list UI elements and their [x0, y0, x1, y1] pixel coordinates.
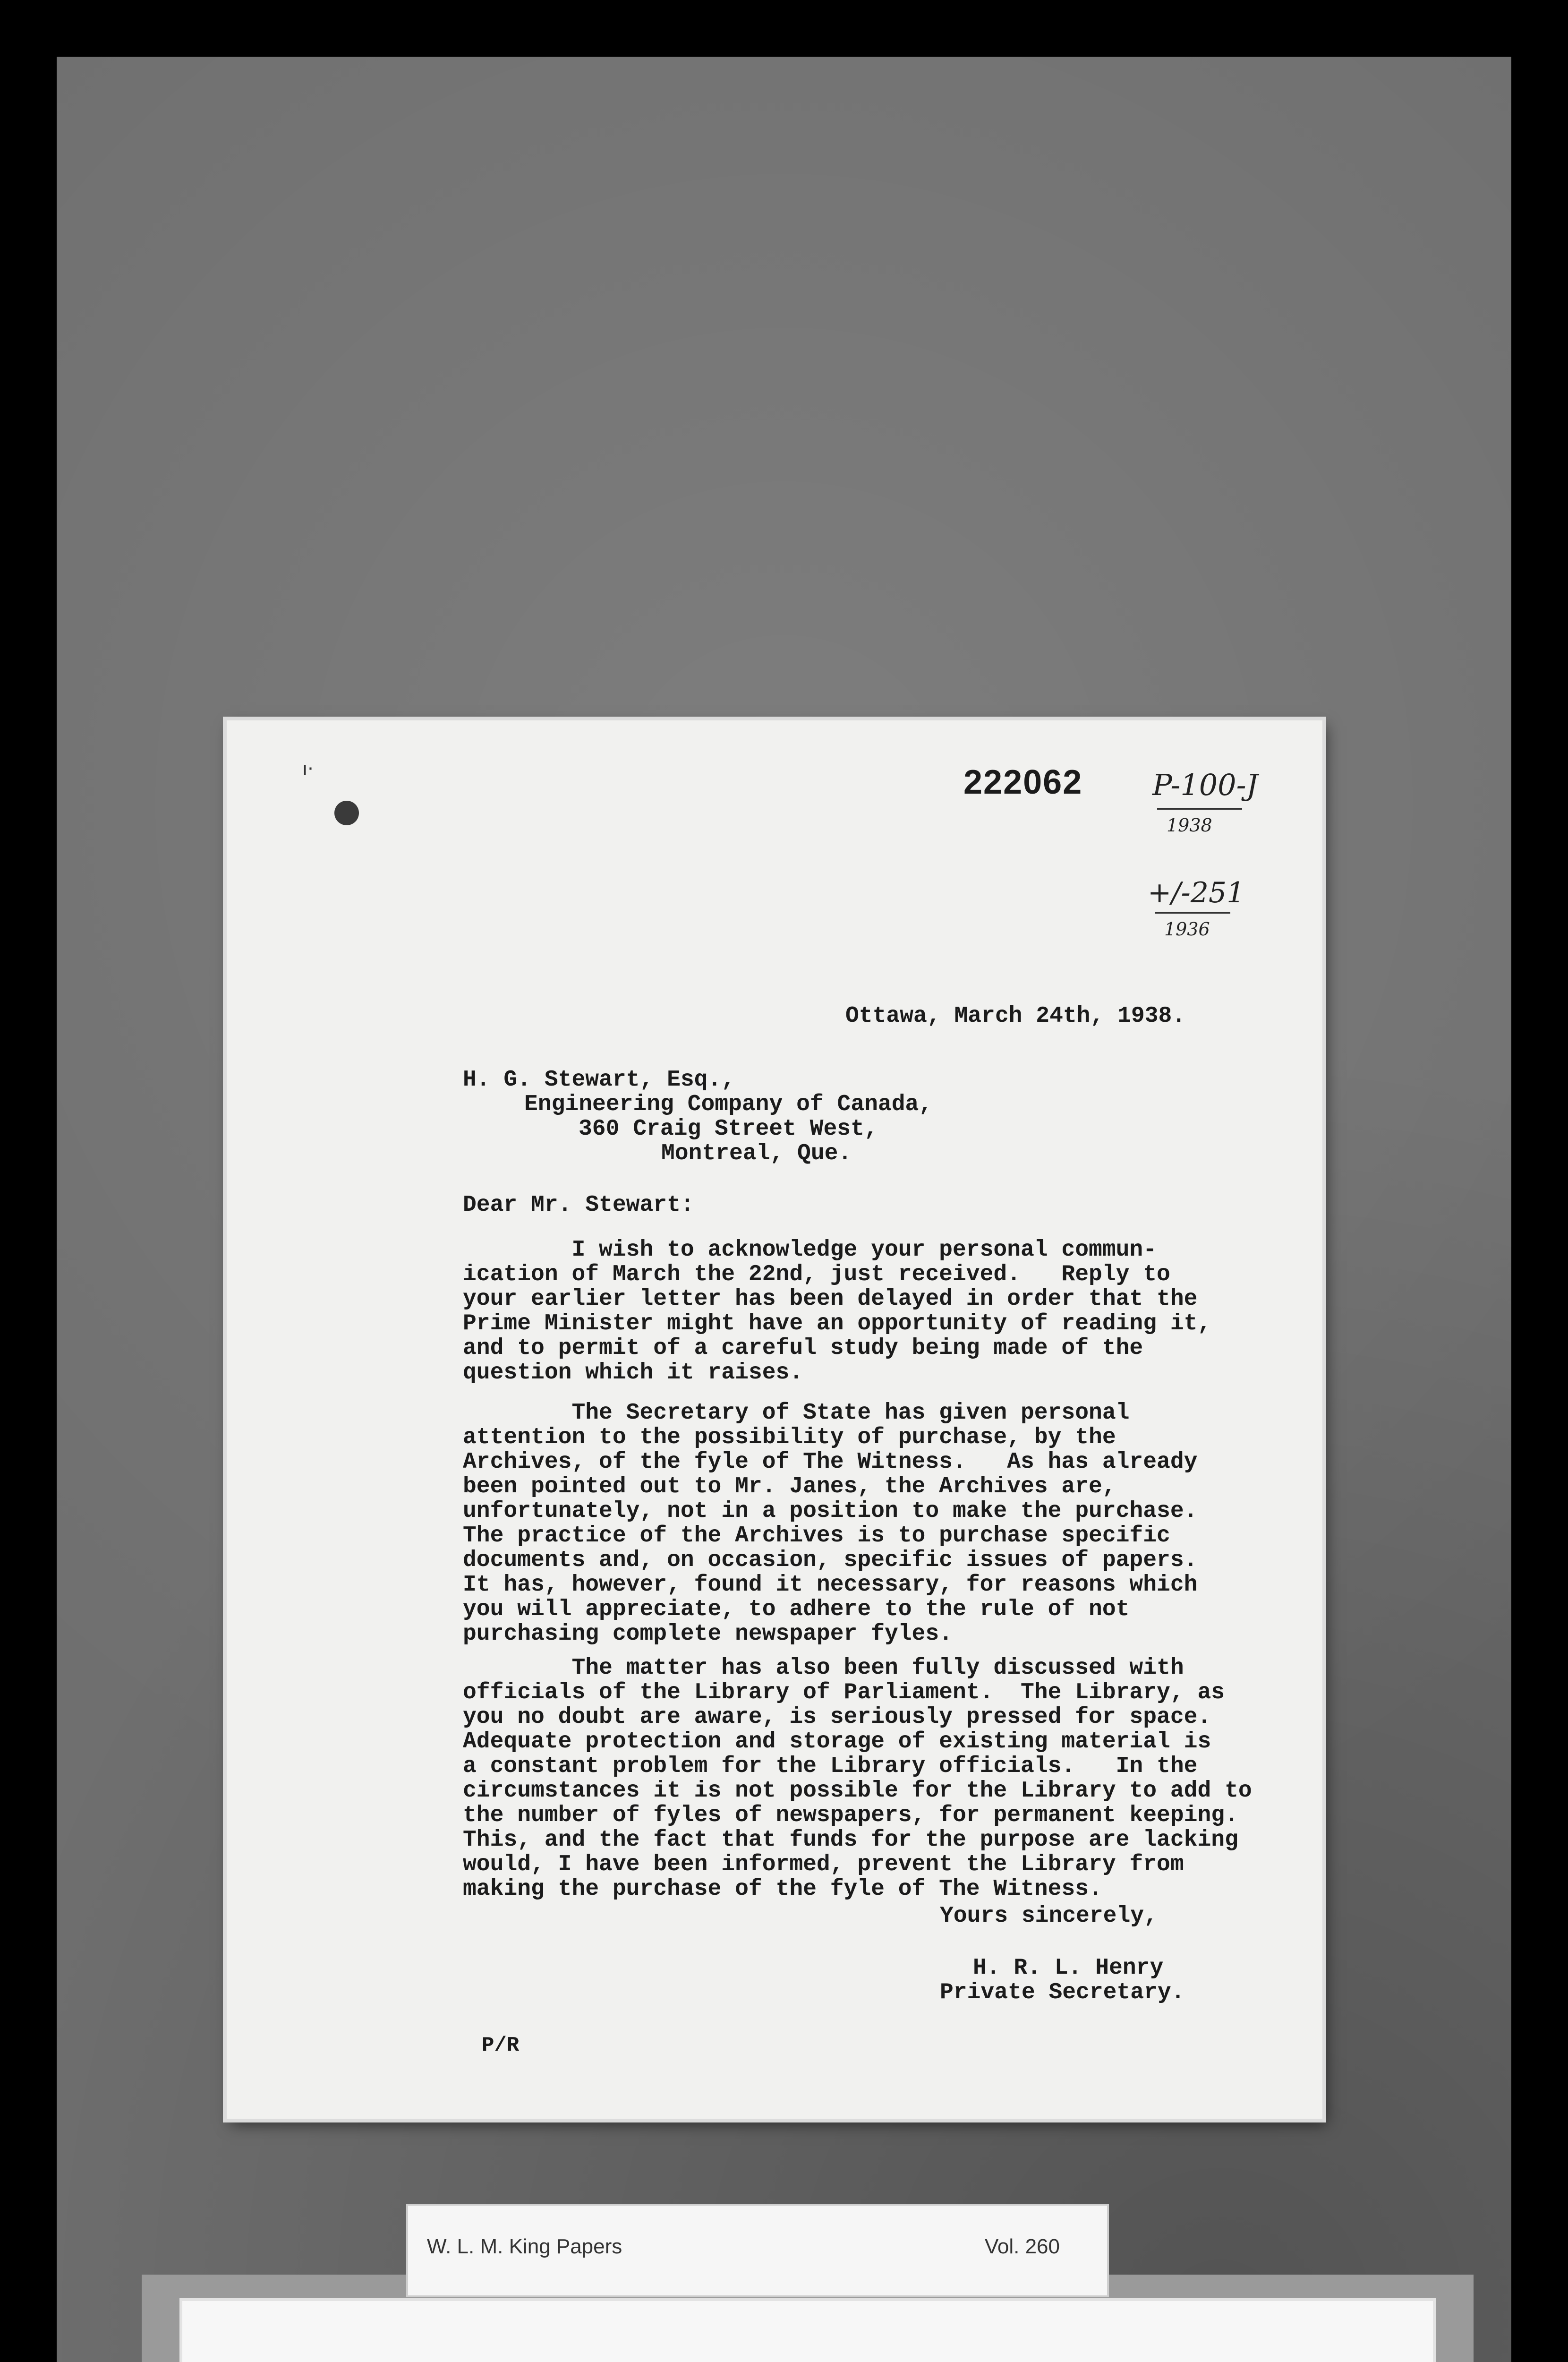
signature-name: H. R. L. Henry: [973, 1955, 1164, 1981]
salutation: Dear Mr. Stewart:: [463, 1192, 694, 1218]
handwritten-year-2: 1936: [1164, 919, 1210, 940]
address-line: H. G. Stewart, Esq.,: [463, 1067, 735, 1093]
reference-initials: P/R: [482, 2034, 520, 2057]
letter-date: Ottawa, March 24th, 1938.: [845, 1003, 1186, 1029]
closing: Yours sincerely,: [940, 1903, 1158, 1929]
corner-mark: ı·: [302, 758, 314, 780]
handwritten-file-code: P-100-J: [1152, 768, 1258, 802]
handwritten-file-code-2: +/-251: [1148, 876, 1245, 909]
address-line: Engineering Company of Canada,: [524, 1092, 933, 1117]
address-line: 360 Craig Street West,: [579, 1116, 878, 1142]
annotation-rule: [1155, 912, 1230, 914]
collection-label: [406, 2204, 1109, 2297]
handwritten-year: 1938: [1167, 815, 1212, 836]
paragraph-3: The matter has also been fully discussed with officials of the Library of Parliament. The Library, as you no doubt are aware, is seriously pressed for space. Adequate protection and storage of existing material is a constant problem for the Library officials. In the circumstances it is not possible for the Library to add to the number of fyles of newspapers, for permanent keeping. This, and the fact that funds for the purpose are lacking would, I have been informed, prevent the Library from making the purchase of the fyle of The Witness.: [463, 1655, 1252, 1902]
volume-number: Vol. 260: [984, 2235, 1060, 2258]
annotation-rule: [1157, 808, 1242, 810]
paragraph-1: I wish to acknowledge your personal commun- ication of March the 22nd, just received. Reply to your earlier letter has been delayed in order that the Prime Minister might have an opportunity of reading it, and to permit of a careful study being made of the question which it raises.: [463, 1237, 1211, 1386]
signature-title: Private Secretary.: [940, 1980, 1185, 2005]
collection-name: W. L. M. King Papers: [427, 2235, 622, 2258]
letter-page: [227, 720, 1322, 2119]
paragraph-2: The Secretary of State has given personal attention to the possibility of purchase, by the Archives, of the fyle of The Witness. As has already been pointed out to Mr. Janes, the Archives are, unfortunately, not in a position to make the purchase. The practice of the Archives is to purchase specific documents and, on occasion, specific issues of papers. It has, however, found it necessary, for reasons which you will appreciate, to adhere to the rule of not purchasing complete newspaper fyles.: [463, 1400, 1198, 1647]
document-number: 222062: [963, 763, 1083, 801]
punch-hole: [334, 801, 359, 825]
address-line: Montreal, Que.: [661, 1141, 852, 1166]
archives-stamp: [179, 2298, 1436, 2362]
